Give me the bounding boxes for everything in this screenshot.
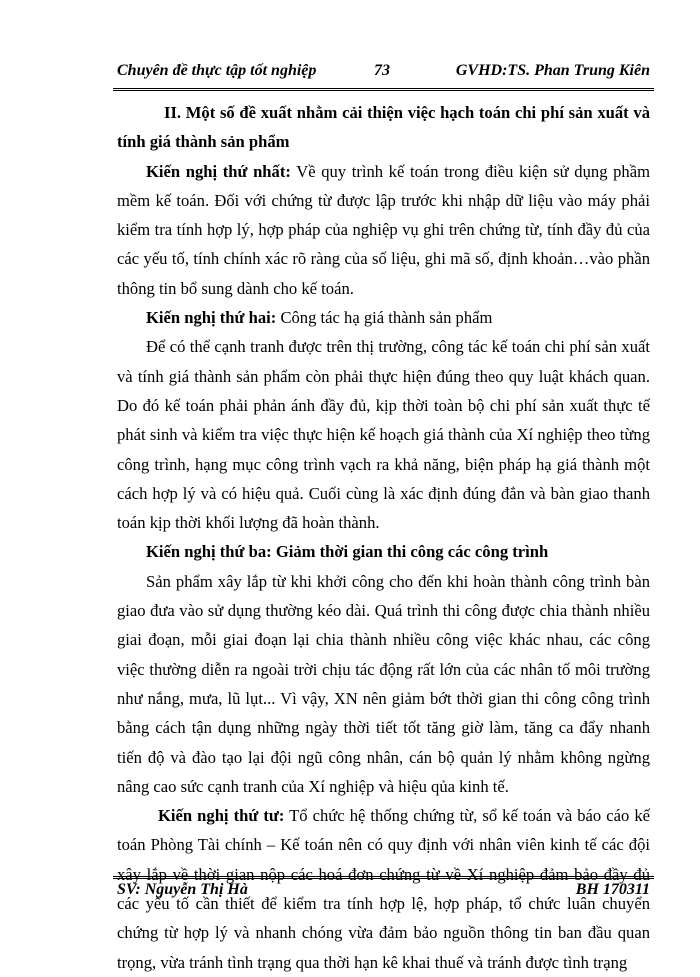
header-divider [113,88,654,91]
recommendation-1 [117,157,650,303]
recommendation-3-label: Kiến nghị thứ ba: Giảm thời gian thi công các công trình [146,542,549,562]
page-number: 73 [374,62,390,79]
recommendation-1-label: Kiến nghị thứ nhất: [146,161,291,181]
recommendation-2 [117,303,650,332]
recommendation-3 [117,537,650,566]
page-body [117,98,650,977]
header-document-title: Chuyên đề thực tập tốt nghiệp [117,62,317,79]
recommendation-2-label: Kiến nghị thứ hai: [146,308,277,328]
recommendation-2-paragraph: Để có thể cạnh tranh được trên thị trường, công tác kế toán chi phí sản xuất và tính giá thành sản phẩm còn phải thực hiện đúng theo quy luật khách quan. Do đó kế toán phải phản ánh đầy đủ, kịp thời toàn bộ chi phí sản xuất thực tế phát sinh và kiểm tra việc thực hiện kế hoạch giá thành của Xí nghiệp theo từng công trình, hạng mục công trình vạch ra khả năng, biện pháp hạ giá thành một cách hợp lý và có hiệu quả. Cuối cùng là xác định đúng đắn và bàn giao thanh toán kịp thời khối lượng đã hoàn thành. [117,337,650,533]
footer-student: SV: Nguyễn Thị Hà [117,881,248,898]
recommendation-2-text: Công tác hạ giá thành sản phẩm [276,308,493,328]
header-supervisor: GVHD:TS. Phan Trung Kiên [455,62,650,79]
footer-divider [113,876,654,879]
page-footer [117,881,650,903]
recommendation-4-text: Tổ chức hệ thống chứng từ, sổ kế toán và báo cáo kế toán Phòng Tài chính – Kế toán nên có quy định với nhân viên kinh tế các đội xây lắp về thời gian nộp các hoá đơn chứng từ về Xí nghiệp đảm bảo đầy đủ các yếu tố cần thiết để kiểm tra tính hợp lệ, hợp pháp, tổ chức luân chuyển chứng từ hợp lý và nhanh chóng vừa đảm bảo nguồn thông tin ban đầu quan trọng, vừa tránh tình trạng qua thời hạn kê khai thuế và tránh được tình trạng [117,806,650,972]
recommendation-1-text: Về quy trình kế toán trong điều kiện sử dụng phầm mềm kế toán. Đối với chứng từ được lập trước khi nhập dữ liệu vào máy phải kiểm tra tính hợp lý, hợp pháp của nghiệp vụ ghi trên chứng từ, tính đầy đủ của các yếu tố, tính chính xác rõ ràng của số liệu, ghi mã số, định khoản…vào phần thông tin bổ sung dành cho kế toán. [117,161,650,298]
footer-student-id: BH 170311 [575,881,650,898]
section-title: II. Một số đề xuất nhằm cải thiện việc hạch toán chi phí sản xuất và tính giá thành sản phẩm [117,103,650,152]
recommendation-3-paragraph: Sản phẩm xây lắp từ khi khởi công cho đến khi hoàn thành công trình bàn giao đưa vào sử dụng thường kéo dài. Quá trình thi công được chia thành nhiều giai đoạn, mỗi giai đoạn lại chia thành nhiều công việc khác nhau, các công việc thường diễn ra ngoài trời chịu tác động rất lớn của các nhân tố môi trường như nắng, mưa, lũ lụt... Vì vậy, XN nên giảm bớt thời gian thi công công trình bằng cách tận dụng những ngày thời tiết tốt tăng giờ làm, tăng ca đẩy nhanh tiến độ và đào tạo lại đội ngũ công nhân, cán bộ quản lý nhằm không ngừng nâng cao sức cạnh tranh của Xí nghiệp và hiệu qủa kinh tế. [117,571,650,796]
recommendation-4-label: Kiến nghị thứ tư: [158,806,285,826]
page-header [117,62,650,84]
